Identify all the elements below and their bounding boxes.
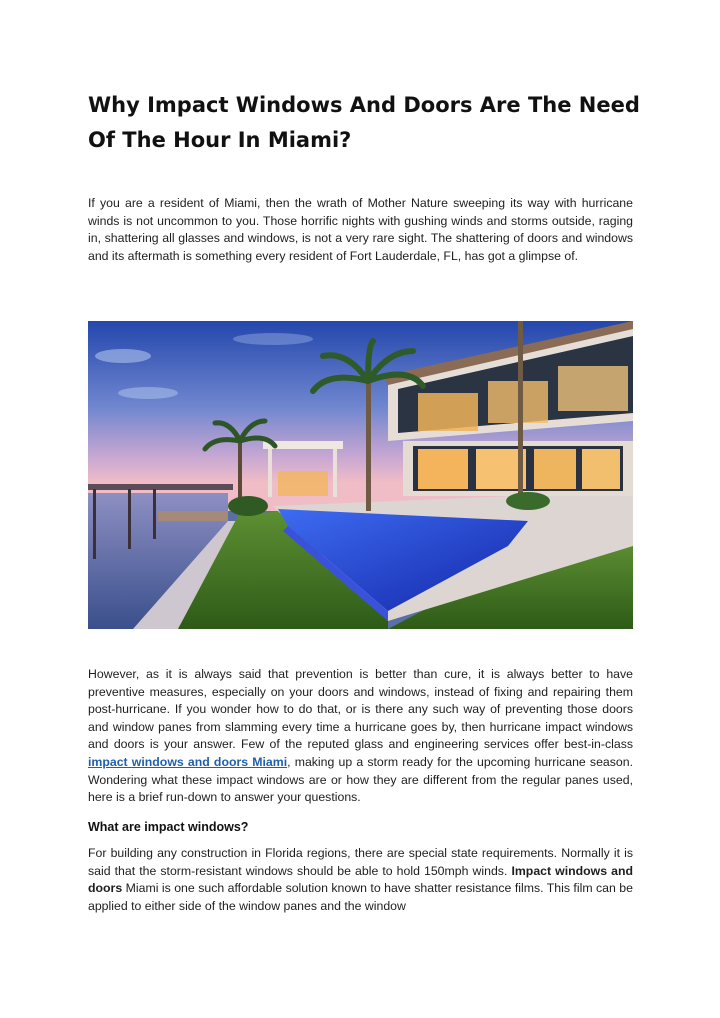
impact-windows-bold-phrase: Impact windows and doors <box>88 863 634 896</box>
prevention-paragraph <box>88 666 633 807</box>
impact-windows-miami-link[interactable]: impact windows and doors Miami <box>88 754 288 769</box>
requirements-text-end: Miami is one such affordable solution known to have shatter resistance films. This film can be applied to either side of the window panes and the window <box>88 881 633 913</box>
prevention-text-end: , making up a storm ready for the upcoming hurricane season. Wondering what these impact windows are or how they are different from the regular panes used, here is a brief run-down to answer your questions. <box>88 754 633 805</box>
requirements-paragraph <box>88 845 633 915</box>
prevention-text-start: However, as it is always said that prevention is better than cure, it is always better to have preventive measures, especially on your doors and windows, instead of fixing and repairing them post-hurricane. If you wonder how to do that, or is there any such way of preventing those doors and window panes from slamming every time a hurricane goes by, then hurricane impact windows and doors is your answer. Few of the reputed glass and engineering services offer best-in-class <box>88 667 633 752</box>
article-title: Why Impact Windows And Doors Are The Need Of The Hour In Miami? <box>88 93 640 152</box>
house-photo <box>88 321 633 629</box>
requirements-text-start: For building any construction in Florida regions, there are special state requirements. Normally it is said that the storm-resistant windows should be able to hold 150mph winds. <box>88 846 633 878</box>
intro-paragraph: If you are a resident of Miami, then the wrath of Mother Nature sweeping its way with hurricane winds is not uncommon to you. Those horrific nights with gushing winds and storms outside, raging in, shattering all glasses and windows, is not a very rare sight. The shattering of doors and windows and its aftermath is something every resident of Fort Lauderdale, FL, has got a glimpse of. <box>88 196 633 263</box>
section-heading-impact-windows: What are impact windows? <box>88 820 249 834</box>
